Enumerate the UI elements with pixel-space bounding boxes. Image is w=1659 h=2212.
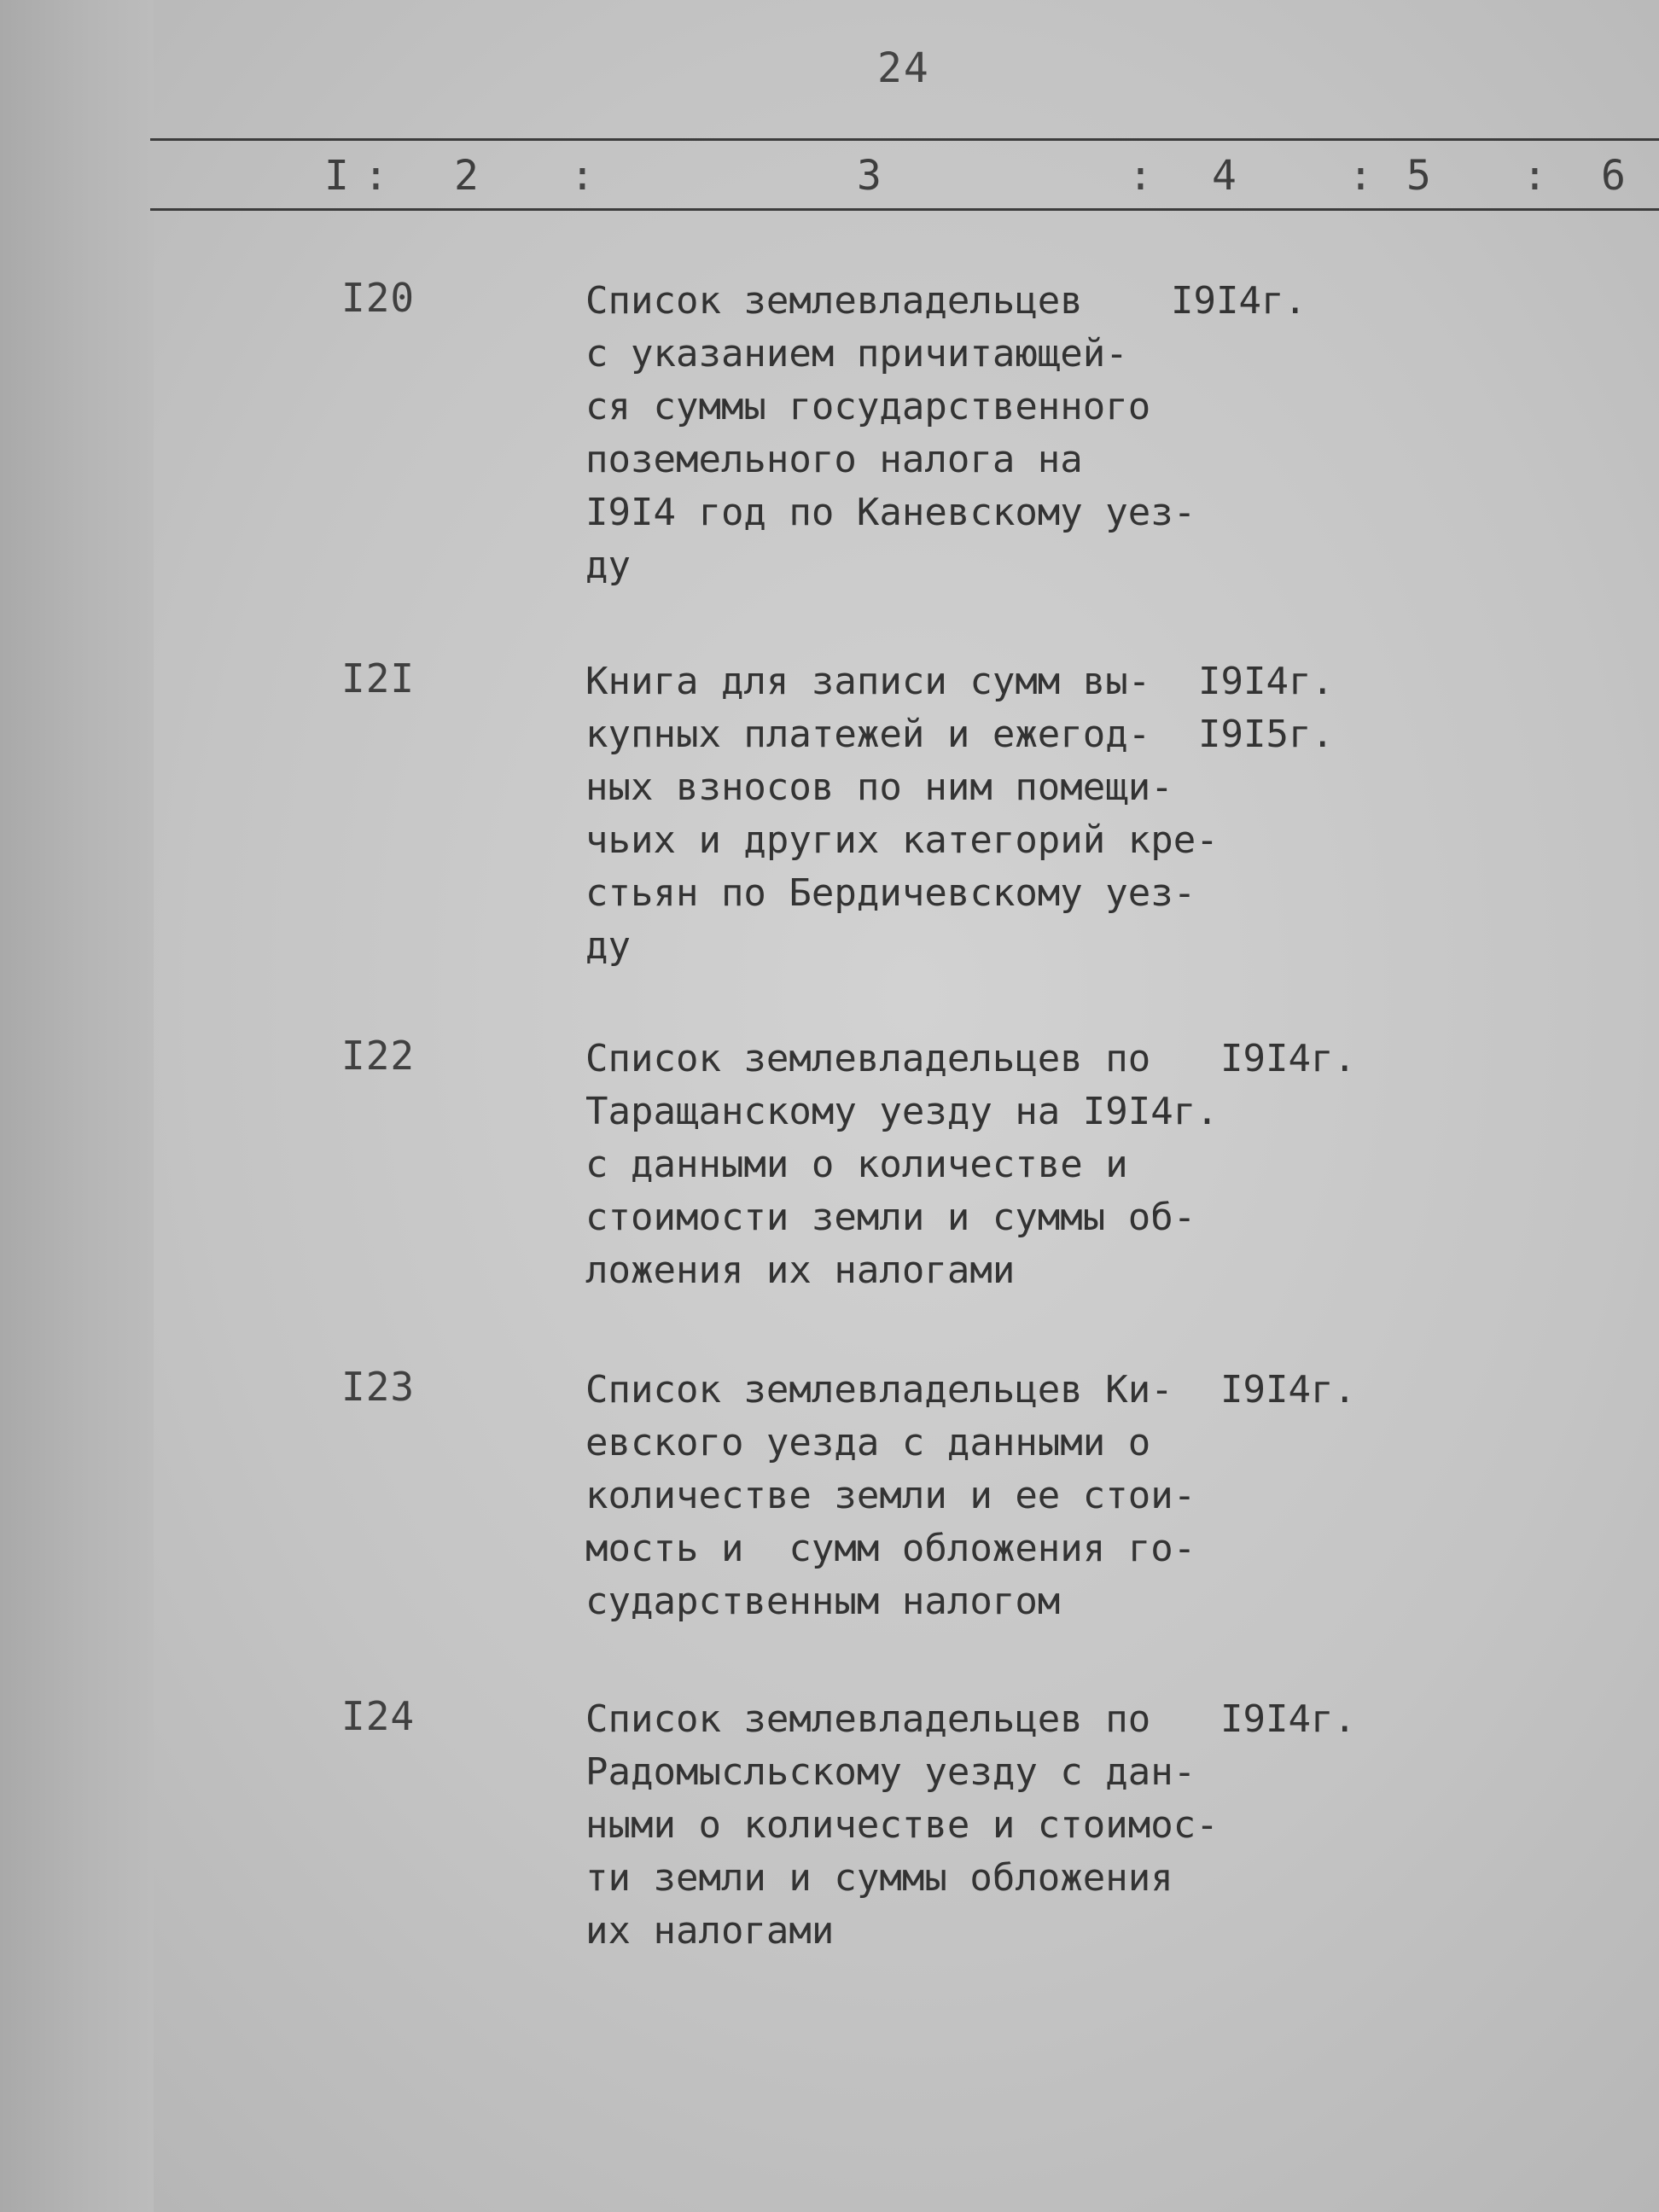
entry-description xyxy=(585,1364,1234,1628)
description-line: мость и сумм обложения го- xyxy=(585,1527,1196,1570)
description-line: ду xyxy=(585,924,631,968)
header-separator: : xyxy=(1348,152,1373,200)
header-col-6: 6 xyxy=(1601,152,1626,200)
header-bottom-rule xyxy=(150,208,1659,211)
description-line: ных взносов по ним помещи- xyxy=(585,765,1173,809)
header-col-4: 4 xyxy=(1212,152,1237,200)
description-line: евского уезда с данными о xyxy=(585,1421,1151,1464)
entry-description xyxy=(585,275,1234,592)
description-line: I9I4 год по Каневскому уез- xyxy=(585,491,1196,534)
description-line: с данными о количестве и xyxy=(585,1143,1128,1186)
description-line: ными о количестве и стоимос- xyxy=(585,1803,1219,1847)
entry-dates xyxy=(1171,275,1307,328)
description-line: ся суммы государственного xyxy=(585,385,1151,428)
description-line: купных платежей и ежегод- xyxy=(585,713,1151,756)
header-separator: : xyxy=(570,152,595,200)
entry-dates xyxy=(1220,1033,1356,1086)
description-line: с указанием причитающей- xyxy=(585,332,1128,375)
entry-description xyxy=(585,1693,1234,1958)
entry-date: I9I4г. xyxy=(1220,1037,1356,1080)
entry-number: I20 xyxy=(341,275,416,321)
entry-date: I9I4г. xyxy=(1220,1697,1356,1741)
description-line: ти земли и суммы обложения xyxy=(585,1856,1173,1900)
entry-dates xyxy=(1220,1693,1356,1746)
header-col-2: 2 xyxy=(454,152,479,200)
description-line: поземельного налога на xyxy=(585,438,1083,481)
description-line: Список землевладельцев xyxy=(585,279,1083,323)
header-separator: : xyxy=(1128,152,1153,200)
description-line: ложения их налогами xyxy=(585,1249,1016,1292)
description-line: стоимости земли и суммы об- xyxy=(585,1196,1196,1239)
description-line: Книга для записи сумм вы- xyxy=(585,660,1151,703)
entry-number: I2I xyxy=(341,655,416,701)
entry-number: I22 xyxy=(341,1033,416,1079)
table-header-row xyxy=(0,152,1659,203)
header-col-1: I xyxy=(324,152,349,200)
entry-dates xyxy=(1198,655,1334,761)
description-line: количестве земли и ее стои- xyxy=(585,1474,1196,1517)
entry-dates xyxy=(1220,1364,1356,1417)
entry-date: I9I4г. xyxy=(1220,1368,1356,1412)
entry-date: I9I5г. xyxy=(1198,713,1334,756)
description-line: их налогами xyxy=(585,1909,835,1953)
description-line: Список землевладельцев Ки- xyxy=(585,1368,1173,1412)
description-line: чьих и других категорий кре- xyxy=(585,818,1219,862)
header-separator: : xyxy=(1522,152,1547,200)
header-separator: : xyxy=(364,152,388,200)
description-line: ду xyxy=(585,544,631,587)
page-number: 24 xyxy=(877,44,930,92)
entry-description xyxy=(585,655,1234,973)
entry-number: I24 xyxy=(341,1693,416,1739)
description-line: Радомысльскому уезду с дан- xyxy=(585,1750,1196,1794)
entry-date: I9I4г. xyxy=(1171,279,1307,323)
description-line: Список землевладельцев по xyxy=(585,1697,1151,1741)
scan-left-edge xyxy=(0,0,154,2212)
description-line: стьян по Бердичевскому уез- xyxy=(585,871,1196,915)
description-line: Таращанскому уезду на I9I4г. xyxy=(585,1090,1219,1133)
entry-description xyxy=(585,1033,1234,1297)
header-col-3: 3 xyxy=(857,152,882,200)
header-col-5: 5 xyxy=(1406,152,1431,200)
description-line: Список землевладельцев по xyxy=(585,1037,1151,1080)
header-top-rule xyxy=(150,138,1659,141)
entry-number: I23 xyxy=(341,1364,416,1410)
entry-date: I9I4г. xyxy=(1198,660,1334,703)
description-line: сударственным налогом xyxy=(585,1580,1061,1623)
